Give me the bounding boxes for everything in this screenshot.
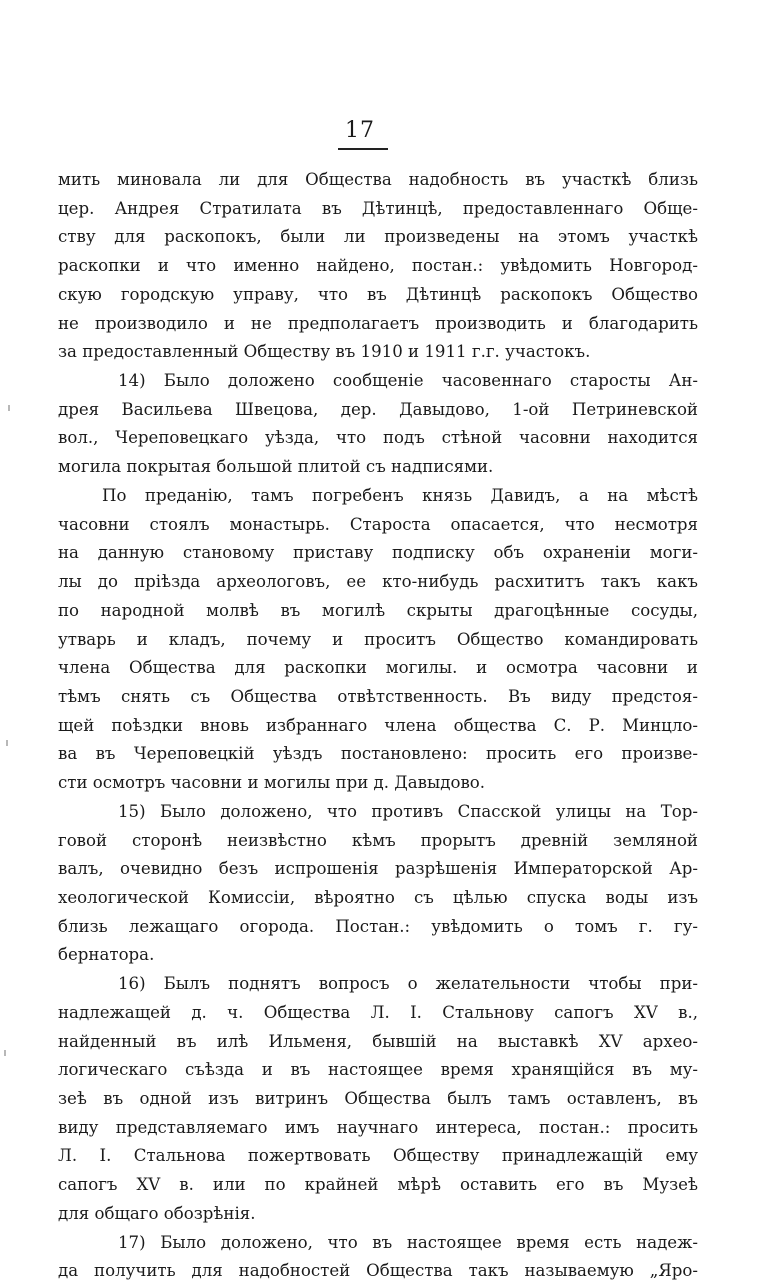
text-line: утварь и кладъ, почему и проситъ Общество командировать [58,629,698,649]
paragraph-item-16 [58,970,698,1228]
text-line: на данную становому приставу подписку объ охраненіи моги- [58,543,698,563]
text-line: за предоставленный Обществу въ 1910 и 1911 г.г. участокъ. [58,342,591,362]
text-line: сапогъ XV в. или по крайней мѣрѣ оставить его въ Музеѣ [58,1175,698,1195]
text-line: говой сторонѣ неизвѣстно кѣмъ прорытъ древній земляной [58,830,698,850]
paragraph-continuation [58,166,698,367]
scan-speck [6,740,8,746]
text-line: мить миновала ли для Общества надобность въ участкѣ близь [58,170,698,189]
text-line: тѣмъ снять съ Общества отвѣтственность. Въ виду предстоя- [58,686,698,706]
scan-speck [4,1050,6,1056]
text-line: дрея Васильева Швецова, дер. Давыдово, 1-ой Петриневской [58,399,698,419]
text-line: хеологической Комиссіи, вѣроятно съ цѣлью спуска воды изъ [58,887,698,907]
paragraph-tradition [58,482,698,798]
text-line: ва въ Череповецкій уѣздъ постановлено: просить его произве- [58,744,698,764]
paragraph-item-15 [58,798,698,970]
paragraph-item-17 [58,1229,698,1286]
text-line: вол., Череповецкаго уѣзда, что подъ стѣной часовни находится [58,428,698,448]
paragraph-item-14 [58,367,698,482]
text-line: скую городскую управу, что въ Дѣтинцѣ раскопокъ Общество [58,284,698,304]
text-line: 14) Было доложено сообщеніе часовеннаго старосты Ан- [118,371,698,391]
text-line: логическаго съѣзда и въ настоящее время хранящійся въ му- [58,1060,698,1080]
page-number: 17 [345,118,375,143]
text-line: сти осмотръ часовни и могилы при д. Давыдово. [58,773,486,793]
page-number-underline [338,148,388,150]
text-line: цер. Андрея Стратилата въ Дѣтинцѣ, предоставленнаго Обще- [58,198,698,218]
text-line: надлежащей д. ч. Общества Л. І. Стальнову сапогъ XV в., [58,1002,698,1022]
text-line: могила покрытая большой плитой съ надписями. [58,457,494,477]
text-line: зеѣ въ одной изъ витринъ Общества былъ тамъ оставленъ, въ [58,1089,698,1108]
text-line: найденный въ илѣ Ильменя, бывшій на выставкѣ XV архео- [58,1031,698,1051]
text-line: члена Общества для раскопки могилы. и осмотра часовни и [58,658,698,678]
scan-speck [8,405,10,411]
text-line: виду представляемаго имъ научнаго интереса, постан.: просить [58,1117,698,1137]
text-line: 15) Было доложено, что противъ Спасской улицы на Тор- [118,801,698,821]
text-line: лы до пріѣзда археологовъ, ее кто-нибудь расхититъ такъ какъ [58,572,698,592]
text-line: раскопки и что именно найдено, постан.: увѣдомить Новгород- [58,256,698,276]
text-line: да получить для надобностей Общества такъ называемую „Яро- [58,1261,698,1281]
body-text [58,166,698,1286]
text-line: не производило и не предполагаетъ производить и благодарить [58,313,698,333]
text-line: 16) Былъ поднятъ вопросъ о желательности чтобы при- [118,974,698,994]
text-line: щей поѣздки вновь избраннаго члена общества С. Р. Минцло- [58,715,698,735]
text-line: По преданію, тамъ погребенъ князь Давидъ, а на мѣстѣ [102,485,698,505]
text-line: для общаго обозрѣнія. [58,1203,256,1223]
text-line: близь лежащаго огорода. Постан.: увѣдомить о томъ г. гу- [58,916,698,936]
text-line: Л. І. Стальнова пожертвовать Обществу принадлежащій ему [58,1146,698,1166]
text-line: валъ, очевидно безъ испрошенія разрѣшенія Императорской Ар- [58,859,698,879]
text-line: часовни стоялъ монастырь. Староста опасается, что несмотря [58,514,698,534]
text-line: бернатора. [58,945,155,965]
text-line: по народной молвѣ въ могилѣ скрыты драгоцѣнные сосуды, [58,600,698,620]
text-line: 17) Было доложено, что въ настоящее время есть надеж- [118,1232,698,1252]
text-line: ству для раскопокъ, были ли произведены на этомъ участкѣ [58,227,698,247]
